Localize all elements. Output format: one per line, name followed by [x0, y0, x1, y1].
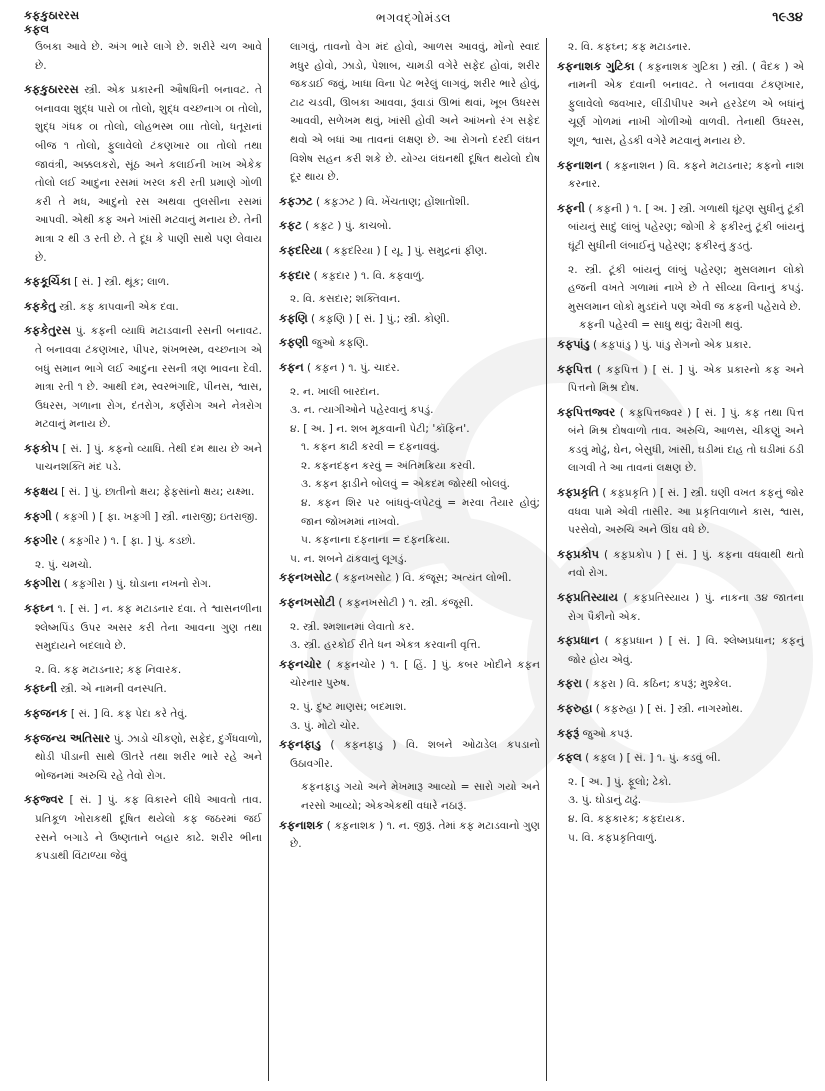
definition: ( કફ઼ટ ) પું. કાચબો. — [301, 220, 392, 233]
headword: કફનાશન — [557, 157, 602, 172]
headword: કફકોપ — [24, 440, 59, 455]
definition: ( કફ઼નચોર ) ૧. [ હિં. ] પું. કબર ખોદીને કફન ચોરનાર પુરુષ. — [290, 658, 540, 690]
dictionary-entry — [279, 816, 540, 854]
dictionary-entry — [557, 699, 804, 719]
dictionary-entry — [24, 439, 262, 477]
headword: કફક્ષય — [24, 484, 58, 499]
headword: કફજનક — [24, 706, 68, 720]
headword: કફદરિયા — [279, 242, 323, 257]
dictionary-entry — [24, 704, 262, 724]
dictionary-entry — [24, 482, 262, 502]
dictionary-entry — [24, 80, 262, 267]
dictionary-entry — [279, 266, 540, 286]
idiom-phrase: ૪. કફન શિર પર બાંધવું-લપેટવું = મરવા તૈયાર હોવું; જાન જોખમમાં નાખવો. — [301, 497, 540, 528]
definition: સ્ત્રી. એ નામની વનસ્પતિ. — [56, 683, 167, 696]
dictionary-entry — [557, 631, 804, 669]
dictionary-entry — [557, 674, 804, 694]
dictionary-entry — [24, 679, 262, 699]
dictionary-entry — [279, 216, 540, 236]
definition: જુઓ કફણિ. — [308, 337, 369, 350]
sub-sense: ૩. પું. મોટો ચોર. — [290, 719, 360, 732]
definition: ( કફ઼ઝટ ) વિ. ખેંચતાણ; હોંશાતોંશી. — [312, 195, 470, 208]
dictionary-entry — [557, 724, 804, 744]
definition: ( કફ઼લ ) [ સં. ] ૧. પું. કડવું બી. — [581, 752, 721, 765]
dictionary-entry — [279, 655, 540, 693]
headword: કફપિત્તજ્વર — [557, 404, 616, 419]
dictionary-entry — [557, 156, 804, 194]
headword: કફરુહા — [557, 701, 593, 715]
definition: ( કફ઼નાશન ) વિ. કફને મટાડનાર; કફનો નાશ કરનાર. — [568, 159, 804, 191]
definition: ( કફ઼ગી ) [ ફા. ખફ઼ગી ] સ્ત્રી. નારાજી; ઇતરાજી. — [51, 510, 258, 523]
definition: ( કફ઼પિત્ત ) [ સં. ] પું. એક પ્રકારનો કફ અને પિત્તનો મિશ્ર દોષ. — [568, 363, 804, 395]
definition: ( કફ઼પ્રધાન ) [ સં. ] વિ. શ્લેષ્મપ્રધાન; કફનું જોર હોય એવું. — [568, 635, 804, 666]
headword: કફલ — [557, 750, 582, 765]
definition: ૧. [ સં. ] ન. કફ મટાડનાર દવા. તે શ્વાસનળીના શ્લેષ્મપિંડ ઉપર અસર કરી તેના આવના ગુણ તથા સમુદાયને બદલાવે છે. — [35, 603, 262, 653]
running-title: ભગવદ્ગોમંડલ — [375, 10, 452, 25]
headword: કફપ્રકૃતિ — [557, 485, 599, 500]
definition: ( કફ઼રુહા ) [ સં. ] સ્ત્રી. નાગરમોથ. — [592, 703, 743, 715]
headword: કફનખસોટ — [279, 570, 332, 585]
headword: કફઘ્ની — [24, 681, 57, 696]
sub-sense: ૨. સ્ત્રી. ટૂંકી બાંયનું લાંબું પહેરણ; મુસલમાન લોકો હજની વખતે ગળામાં નાખે છે તે સીવ્યા વિનાનું કપડું. મુસલમાન લોકો મુડદાંને પણ એવી જ કફની પહેરાવે છે. — [568, 263, 804, 313]
column-3 — [546, 38, 810, 1081]
dictionary-entry — [24, 272, 262, 292]
headword: કફઝટ — [279, 193, 313, 208]
headword: કફપાંડુ — [557, 336, 590, 351]
dictionary-entry — [279, 568, 540, 588]
sub-sense: ૩. પું. ઘોડાનું ઢાઢું. — [568, 794, 642, 807]
headword: કફનાશક ગુટિકા — [557, 58, 635, 73]
column-1 — [24, 38, 268, 1081]
dictionary-entry — [557, 199, 804, 256]
sub-sense: ૨. [ અ. ] પું. ફૂલો; ઢેકો. — [568, 775, 672, 788]
definition: ( કફ઼ગીરા ) પું. ઘોડાના નખનો રોગ. — [60, 578, 212, 591]
headword: કફગી — [24, 508, 52, 523]
definition: ( કફ઼પ્રતિસ્યાય ) પું. નાકના ૩૪ જાતના રોગ પૈકીનો એક. — [568, 592, 804, 623]
idiom-phrase: કફની પહેરવી = સાધુ થવું; વૈરાગી થવું. — [579, 319, 743, 332]
sub-sense: ૪. વિ. કફકારક; કફદાયક. — [568, 812, 686, 825]
sub-sense: ૩. સ્ત્રી. હરકોઈ રીતે ધન એકત્ર કરવાની વૃત્તિ. — [290, 639, 481, 652]
headword: કફઘ્ન — [24, 601, 54, 616]
dictionary-entry — [279, 735, 540, 773]
definition: ( કફ઼પ્રકોપ ) [ સં. ] પું. કફના વધવાથી થતો નવો રોગ. — [568, 548, 804, 580]
dictionary-entry — [557, 483, 804, 540]
definition: ( કફ઼રા ) વિ. કઠિન; કપરૂં; મુશ્કેલ. — [581, 678, 732, 691]
sub-sense: ૨. ન. ખાલી બારદાન. — [290, 385, 380, 398]
idiom-phrase: ૩. કફન ફાડીને બોલવું = એકદમ જોરથી બોલવું. — [301, 478, 510, 491]
dictionary-entry — [279, 593, 540, 613]
headword: કફરૂં — [557, 725, 580, 740]
definition: પું. ઝાડો ચીકણો, સફેદ, દુર્ગંધવાળો, થોડી પીડાની સાથે ઊતરે તથા શરીર ભારે રહે અને ભોજનમાં અરુચિ રહે તેવો રોગ. — [35, 732, 262, 782]
guide-word-last: કફલ — [24, 22, 50, 36]
dictionary-entry — [279, 192, 540, 212]
definition: ( કફ઼ની ) ૧. [ અ. ] સ્ત્રી. ગળાથી ઘૂંટણ સુધીનું ટૂંકી બાંયનું સાદું લાંબું પહેરણ; જોગી કે ફકીરનું ટૂંકી બાંયનું ઘૂંટી સુધીની લંબાઈનું પહેરણ; ફકીરનું કુડતું. — [568, 202, 804, 252]
headword: કફજન્ય અતિસાર — [24, 730, 111, 745]
dictionary-entry — [557, 545, 804, 583]
definition: [ સં. ] પું. કફનો વ્યાધિ. તેથી દમ થાય છે અને પાચનશક્તિ મંદ પડે. — [35, 442, 262, 474]
definition: ( કફ઼ગીર ) ૧. [ ફા. ] પું. કડછો. — [57, 535, 196, 548]
definition: ( કફ઼ન ) ૧. પું. ચાદર. — [303, 361, 400, 374]
idiom-phrase: ૨. કફનદફન કરવું = અંતિમક્રિયા કરવી. — [301, 459, 476, 472]
definition: ( કફ઼નાશક ગુટિકા ) સ્ત્રી. ( વૈદક ) એ નામની એક દવાની બનાવટ. તે બનાવવા ટંકણખાર, ફુલાવેલો જવખાર, લીંડીપીપર અને હરડેદળ એ બધાંનું ચૂર્ણ ગોળમાં નાખી ગોળીઓ વાળવી. તેનાથી ઉધરસ, શૂળ, શ્વાસ, હેડકી વગેરે મટવાનું મનાય છે. — [568, 60, 804, 147]
definition: [ સં. ] પું. કફ વિકારને લીધે આવતો તાવ. પ્રતિકૂળ ખોરાકથી દૂષિત થયેલો કફ જઠરમાં જઈ રસને બગાડે ને ઉષ્ણતાને બહાર કાઢે. શરીર ભીના કપડાથી વિંટાળ્યા જેવું — [35, 794, 262, 863]
headword: કફકેતુ — [24, 298, 56, 313]
dictionary-entry — [557, 403, 804, 478]
sub-sense: ૨. વિ. કફ મટાડનાર; કફ નિવારક. — [35, 663, 182, 676]
dictionary-entry — [279, 333, 540, 353]
sub-sense: ૪. [ અ. ] ન. શબ મૂકવાની પેટી; 'કૉફિન'. — [290, 422, 470, 435]
idiom-phrase: કફનફાડુ ગયો અને મેખમારૂ આવ્યો = સારો ગયો અને નરસો આવ્યો; એકએકથી વધારે નઠારૂં. — [301, 781, 540, 812]
sub-sense: ૨. પું. દુષ્ટ માણસ; બદમાશ. — [290, 701, 407, 713]
headword: કફપિત્ત — [557, 361, 592, 376]
dictionary-entry — [279, 309, 540, 329]
dictionary-entry — [24, 321, 262, 434]
dictionary-entry — [557, 748, 804, 768]
definition: [ સં. ] પું. છાતીનો ક્ષય; ફેફસાંનો ક્ષય; યક્ષ્મા. — [57, 486, 255, 499]
dictionary-entry — [24, 297, 262, 317]
definition: સ્ત્રી. કફ કાપવાની એક દવા. — [55, 300, 179, 313]
headword: કફનફાડુ — [279, 737, 321, 752]
definition: ( કફ઼દાર ) ૧. વિ. કફવાળું. — [310, 269, 425, 282]
definition: ( કફ઼નખસોટ ) વિ. કંજૂસ; અત્યંત લોભી. — [331, 572, 512, 585]
definition: સ્ત્રી. એક પ્રકારની ઔષધિની બનાવટ. તે બનાવવા શુદ્ધ પારો ૦। તોલો, શુદ્ધ વચ્છનાગ ૦। તોલો, શુદ્ધ ગંધક ૦। તોલો, લોહભસ્મ ૦।।। તોલો, ધતૂરાનાં બીજ ૧ તોલો, ફુલાવેલો ટંકણખાર ૦।। તોલો તથા જાવંત્રી, અક્કલકરો, સૂંઠ અને કલાઈની ખાખ એકેક તોલો લઈ આદુના રસમાં ખરલ કરી રતી પ્રમાણે ગોળી કરી તે મધ, આદુનો રસ અથવા તુલસીના રસમાં આપવી. એથી કફ અને ખાંસી મટવાનું મનાય છે. તેની માત્રા ૨ થી ૩ રતી છે. તે દૂધ કે પાણી સાથે પણ લેવાય છે. — [35, 84, 262, 264]
guide-word-first: કફકુઠારરસ — [24, 8, 80, 22]
sub-sense: ૫. વિ. કફપ્રકૃતિવાળું. — [568, 831, 658, 844]
idiom-phrase: ૧. કફન કાઢી કરવી = દફનાવવું. — [301, 441, 440, 454]
definition: [ સં. ] વિ. કફ પેદા કરે તેવું. — [67, 708, 188, 720]
headword: કફકેતુરસ — [24, 323, 71, 338]
sub-sense: ૨. પું. ચમચો. — [35, 558, 93, 571]
headword: કફટ — [279, 218, 302, 233]
sub-sense: ૫. ન. શબને ઢાંકવાનું લૂગડું. — [290, 552, 407, 565]
definition: ( કફ઼નફાડુ ) વિ. શબને ઓઢાડેલ કપડાનો ઉઠાવગીર. — [290, 739, 540, 770]
dictionary-entry — [557, 588, 804, 626]
headword: કફનખસોટી — [279, 595, 335, 610]
headword: કફકુઠારરસ — [24, 82, 79, 97]
definition: ( કફ઼નાશક ) ૧. ન. જીરૂં. તેમાં કફ મટાડવાનો ગુણ છે. — [290, 819, 540, 851]
definition: પું. કફની વ્યાધિ મટાડવાની રસની બનાવટ. તે બનાવવા ટંકણખાર, પીપર, શંખભસ્મ, વચ્છનાગ એ બધું સમાન ભાગે લઈ આદુના રસની ત્રણ ભાવના દેવી. માત્રા રતી ૧ છે. આથી દમ, સ્વરભંગાદિ, પીનસ, શ્વાસ, ઉધરસ, ગળાના રોગ, દંતરોગ, કર્ણરોગ અને નેત્રરોગ મટવાનું મનાય છે. — [35, 325, 262, 431]
definition: ( કફ઼દરિયા ) [ યૂ. ] પું. સમુદ્રનાં ફીણ. — [322, 244, 488, 257]
idiom-phrase: ૫. કફનાના દફનાના = દફનક્રિયા. — [301, 534, 451, 547]
headword: કફરા — [557, 676, 582, 691]
headword: કફનચોર — [279, 656, 322, 671]
headword: કફપ્રધાન — [557, 633, 599, 648]
dictionary-entry — [557, 335, 804, 355]
dictionary-entry — [557, 57, 804, 151]
column-2 — [268, 38, 546, 1081]
definition: ( કફ઼પિત્તજ્વર ) [ સં. ] પું. કફ તથા પિત્ત બંને મિશ્ર દોષવાળો તાવ. અરુચિ, આળસ, ચીકણું અને કડવું મોઢું, ઘેન, બેસુધી, ખાંસી, ઘડીમાં દાહ તો ઘડીમાં ઠંડી લાગવી તે આ તાવનાં લક્ષણ છે. — [568, 406, 804, 475]
headword: કફજ્વર — [24, 792, 64, 807]
dictionary-entry — [24, 599, 262, 656]
headword: કફકૂર્ચિકા — [24, 274, 71, 289]
continued-text: ઉબકા આવે છે. અંગ ભારે લાગે છે. શરીરે ચળ આવે છે. — [35, 41, 262, 72]
sub-sense: ૨. વિ. કફઘ્ન; કફ મટાડનાર. — [568, 41, 692, 53]
headword: કફદાર — [279, 267, 311, 282]
headword: કફણી — [279, 335, 309, 350]
page-number: ૧૯૩૪ — [772, 10, 803, 25]
headword: કફણિ — [279, 310, 308, 325]
dictionary-entry — [279, 241, 540, 261]
sub-sense: ૩. ન. ત્યાગીઓને પહેરવાનું કપડું. — [290, 404, 434, 417]
dictionary-entry — [24, 729, 262, 786]
definition: ( કફ઼નખસોટી ) ૧. સ્ત્રી. કંજૂસી. — [335, 597, 474, 610]
definition: ( કફ઼પ્રકૃતિ ) [ સં. ] સ્ત્રી. ઘણી વખત કફનું જોર વધવા પામે એવી તાસીર. આ પ્રકૃતિવાળાને કાસ, શ્વાસ, પરસેવો, અરુચિ અને ઊંઘ વધે છે. — [568, 487, 804, 537]
sub-sense: ૨. વિ. કસદાર; શક્તિવાન. — [290, 293, 401, 306]
definition: [ સં. ] સ્ત્રી. થૂંક; લાળ. — [70, 276, 170, 289]
continued-text: લાગવું, તાવનો વેગ મંદ હોવો, આળસ આવવું, મોંનો સ્વાદ મધુર હોવો, ઝાડો, પેશાબ, ચામડી વગેરે સફેદ હોવાં, શરીર જકડાઈ જવું, ખાધા વિના પેટ ભરેલું લાગવું, શરીર ભારે હોવું, ટાઢ ચડવી, ઊબકા આવવા, રૂંવાડાં ઊભાં થવાં, ખૂબ ઉધરસ આવવી, સળેખમ થવું, ખાંસી હોવી અને આંખનો રંગ સફેદ થવો એ બધાં આ તાવનાં લક્ષણ છે. આ રોગનો દરદી લંઘન વિશેષ સહન કરી શકે છે. યોગ્ય લંઘનથી દૂષિત થયેલો દોષ દૂર થાય છે. — [290, 41, 540, 184]
dictionary-entry — [24, 574, 262, 594]
headword: કફનાશક — [279, 817, 324, 832]
sub-sense: ૨. સ્ત્રી. શ્મશાનમાં લેવાતો કર. — [290, 620, 415, 633]
headword: કફની — [557, 200, 585, 215]
dictionary-entry — [24, 790, 262, 865]
dictionary-entry — [24, 531, 262, 551]
headword: કફગીર — [24, 533, 58, 548]
definition: ( કફ઼ણિ ) [ સં. ] પું.; સ્ત્રી. કોણી. — [307, 312, 450, 325]
headword: કફપ્રતિસ્યાય — [557, 590, 618, 605]
definition: જુઓ કપરૂં. — [579, 727, 633, 740]
definition: ( કફ઼પાંડુ ) પું. પાંડુ રોગનો એક પ્રકાર. — [589, 338, 752, 351]
dictionary-columns — [24, 38, 810, 1081]
dictionary-entry — [557, 360, 804, 398]
page-header — [24, 8, 803, 38]
headword: કફગીરા — [24, 576, 61, 591]
headword: કફન — [279, 359, 304, 374]
dictionary-entry — [279, 358, 540, 378]
headword: કફપ્રકોપ — [557, 546, 599, 561]
dictionary-entry — [24, 507, 262, 527]
